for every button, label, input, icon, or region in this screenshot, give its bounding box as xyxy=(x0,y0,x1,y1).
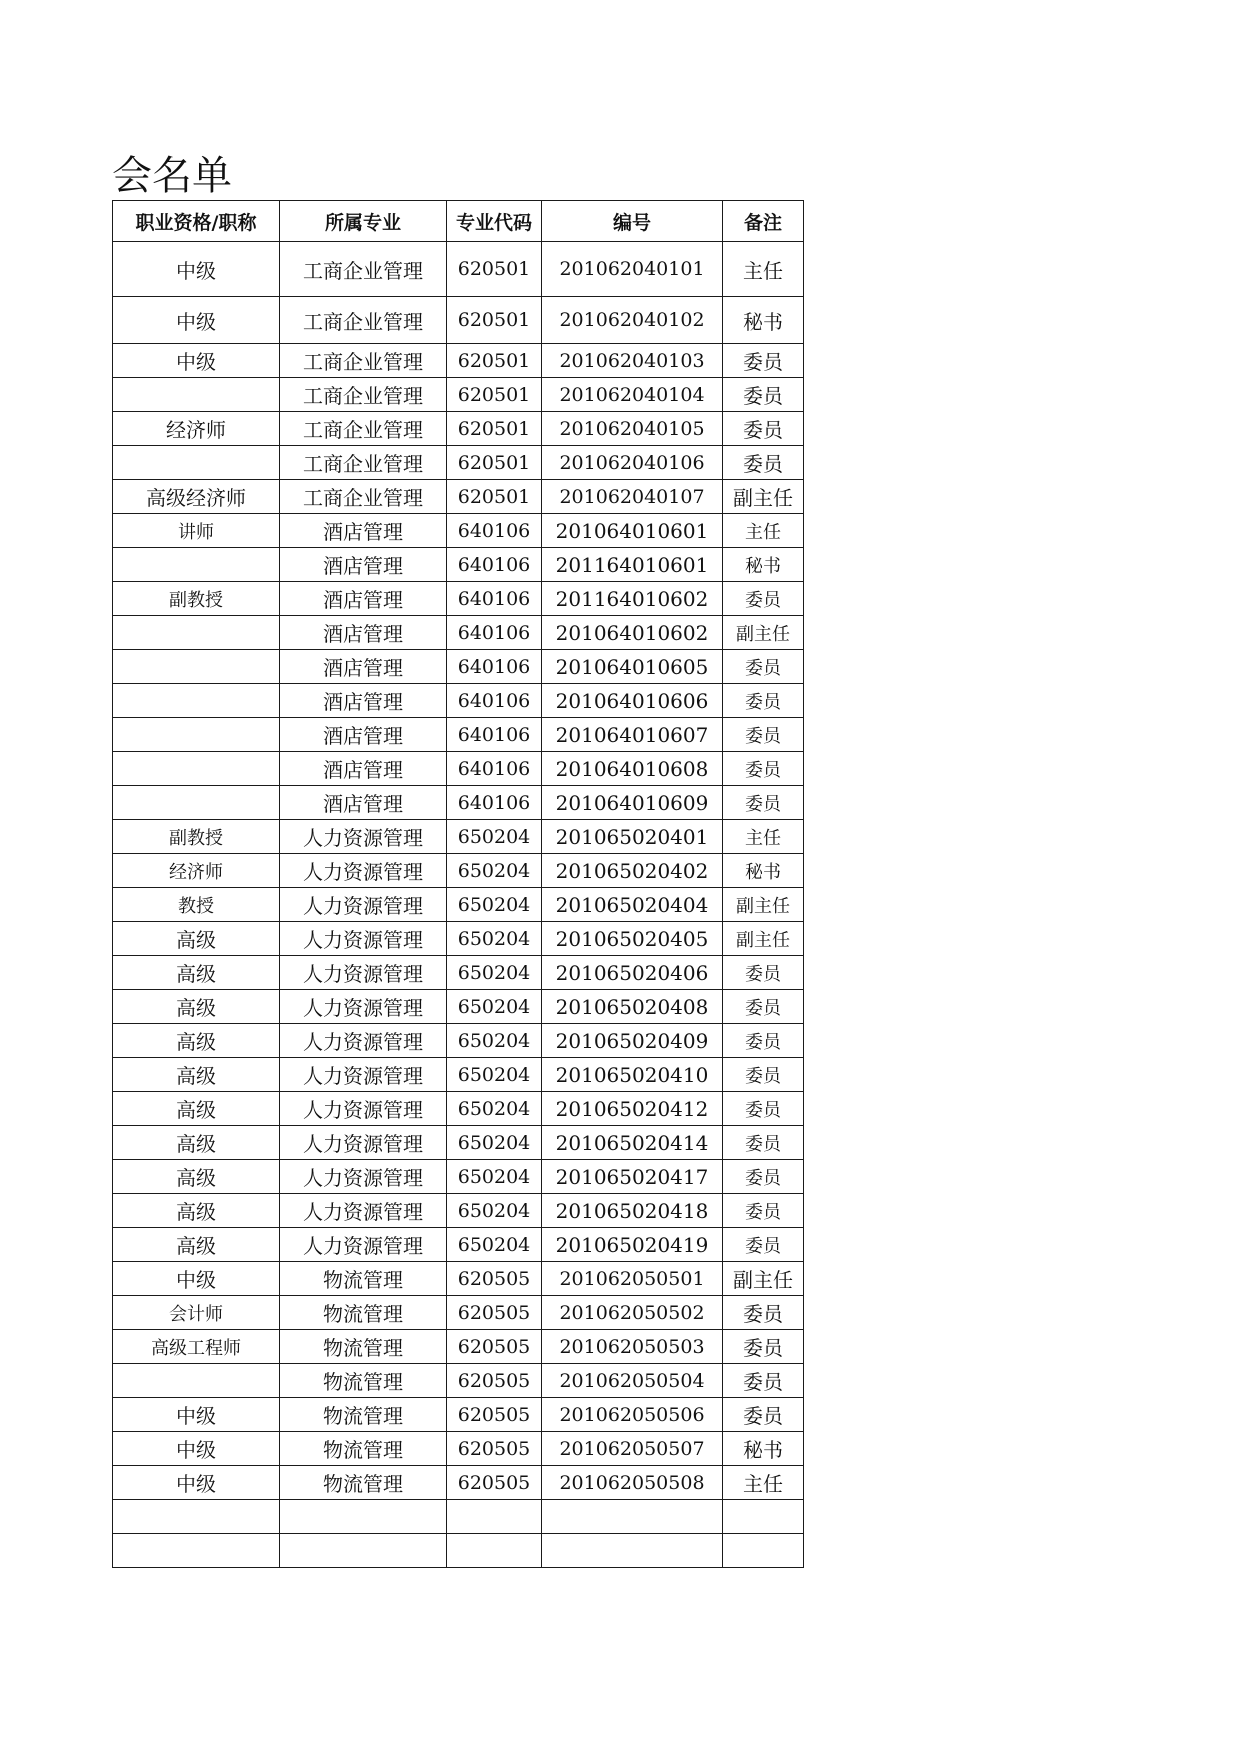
cell-qualification: 中级 xyxy=(113,1432,280,1466)
cell-id: 201062050503 xyxy=(542,1330,723,1364)
table-header-row xyxy=(113,201,804,242)
cell-qualification xyxy=(113,650,280,684)
cell-qualification xyxy=(113,548,280,582)
table-row xyxy=(113,480,804,514)
header-major: 所属专业 xyxy=(280,201,447,242)
cell-qualification xyxy=(113,1500,280,1534)
cell-major: 酒店管理 xyxy=(280,616,447,650)
cell-major-code: 620501 xyxy=(447,446,542,480)
cell-qualification: 高级 xyxy=(113,1228,280,1262)
cell-remark: 委员 xyxy=(723,684,804,718)
cell-major-code: 650204 xyxy=(447,1160,542,1194)
cell-remark: 委员 xyxy=(723,718,804,752)
cell-major-code: 650204 xyxy=(447,854,542,888)
cell-qualification: 高级 xyxy=(113,1160,280,1194)
cell-qualification: 中级 xyxy=(113,1398,280,1432)
cell-id: 201062040101 xyxy=(542,242,723,297)
cell-qualification: 高级 xyxy=(113,922,280,956)
table-row xyxy=(113,446,804,480)
cell-major: 人力资源管理 xyxy=(280,990,447,1024)
cell-id: 201065020409 xyxy=(542,1024,723,1058)
cell-id: 201164010602 xyxy=(542,582,723,616)
cell-major-code: 620501 xyxy=(447,242,542,297)
cell-major-code: 620505 xyxy=(447,1262,542,1296)
cell-remark: 委员 xyxy=(723,1330,804,1364)
cell-id: 201064010601 xyxy=(542,514,723,548)
cell-remark: 委员 xyxy=(723,752,804,786)
cell-major-code: 620505 xyxy=(447,1296,542,1330)
cell-qualification xyxy=(113,752,280,786)
cell-major-code xyxy=(447,1500,542,1534)
cell-major-code: 640106 xyxy=(447,582,542,616)
table-row xyxy=(113,922,804,956)
cell-major: 人力资源管理 xyxy=(280,1058,447,1092)
cell-major-code: 640106 xyxy=(447,684,542,718)
cell-major: 人力资源管理 xyxy=(280,1126,447,1160)
cell-major: 人力资源管理 xyxy=(280,1160,447,1194)
cell-major: 工商企业管理 xyxy=(280,344,447,378)
cell-remark: 主任 xyxy=(723,514,804,548)
cell-remark: 委员 xyxy=(723,412,804,446)
cell-remark: 委员 xyxy=(723,1228,804,1262)
cell-qualification: 会计师 xyxy=(113,1296,280,1330)
cell-qualification xyxy=(113,378,280,412)
cell-qualification: 经济师 xyxy=(113,412,280,446)
cell-id: 201065020410 xyxy=(542,1058,723,1092)
cell-id: 201062050502 xyxy=(542,1296,723,1330)
cell-qualification: 中级 xyxy=(113,297,280,344)
cell-major-code: 650204 xyxy=(447,1194,542,1228)
cell-major: 人力资源管理 xyxy=(280,820,447,854)
cell-remark: 秘书 xyxy=(723,854,804,888)
table-row xyxy=(113,752,804,786)
cell-major-code: 620501 xyxy=(447,344,542,378)
cell-qualification: 经济师 xyxy=(113,854,280,888)
cell-id: 201064010608 xyxy=(542,752,723,786)
cell-major-code: 640106 xyxy=(447,718,542,752)
cell-major: 工商企业管理 xyxy=(280,297,447,344)
cell-remark xyxy=(723,1534,804,1568)
cell-remark: 秘书 xyxy=(723,297,804,344)
cell-id: 201065020419 xyxy=(542,1228,723,1262)
cell-remark xyxy=(723,1500,804,1534)
cell-id xyxy=(542,1500,723,1534)
cell-qualification: 高级 xyxy=(113,1194,280,1228)
table-row xyxy=(113,1330,804,1364)
cell-id: 201064010607 xyxy=(542,718,723,752)
cell-id: 201065020408 xyxy=(542,990,723,1024)
cell-major: 物流管理 xyxy=(280,1398,447,1432)
header-id: 编号 xyxy=(542,201,723,242)
table-row xyxy=(113,1534,804,1568)
cell-major: 工商企业管理 xyxy=(280,480,447,514)
cell-id: 201062050508 xyxy=(542,1466,723,1500)
cell-qualification: 高级经济师 xyxy=(113,480,280,514)
cell-major-code: 620501 xyxy=(447,297,542,344)
cell-major-code xyxy=(447,1534,542,1568)
table-row xyxy=(113,1160,804,1194)
cell-id: 201065020405 xyxy=(542,922,723,956)
cell-major-code: 650204 xyxy=(447,888,542,922)
cell-major: 人力资源管理 xyxy=(280,888,447,922)
cell-remark: 委员 xyxy=(723,1364,804,1398)
table-row xyxy=(113,1432,804,1466)
header-major-code: 专业代码 xyxy=(447,201,542,242)
table-row xyxy=(113,1194,804,1228)
cell-major: 物流管理 xyxy=(280,1262,447,1296)
cell-qualification xyxy=(113,446,280,480)
table-row xyxy=(113,242,804,297)
cell-major: 物流管理 xyxy=(280,1432,447,1466)
cell-qualification xyxy=(113,1364,280,1398)
cell-remark: 委员 xyxy=(723,1296,804,1330)
cell-major xyxy=(280,1500,447,1534)
cell-major-code: 650204 xyxy=(447,922,542,956)
table-row xyxy=(113,1024,804,1058)
cell-qualification: 副教授 xyxy=(113,820,280,854)
member-table xyxy=(112,200,804,1568)
cell-id: 201065020401 xyxy=(542,820,723,854)
page-title: 会名单 xyxy=(112,153,232,199)
table-body xyxy=(113,242,804,1568)
cell-major-code: 650204 xyxy=(447,1092,542,1126)
cell-major: 工商企业管理 xyxy=(280,412,447,446)
cell-id: 201062040103 xyxy=(542,344,723,378)
cell-remark: 主任 xyxy=(723,820,804,854)
cell-remark: 委员 xyxy=(723,1398,804,1432)
table-row xyxy=(113,786,804,820)
table-row xyxy=(113,1092,804,1126)
cell-major: 酒店管理 xyxy=(280,650,447,684)
cell-remark: 委员 xyxy=(723,1024,804,1058)
cell-major-code: 650204 xyxy=(447,1058,542,1092)
cell-remark: 委员 xyxy=(723,378,804,412)
cell-qualification: 高级工程师 xyxy=(113,1330,280,1364)
table-row xyxy=(113,1466,804,1500)
cell-id: 201065020404 xyxy=(542,888,723,922)
cell-major xyxy=(280,1534,447,1568)
table-row xyxy=(113,1126,804,1160)
cell-major: 人力资源管理 xyxy=(280,1092,447,1126)
cell-major: 物流管理 xyxy=(280,1466,447,1500)
cell-id: 201062040106 xyxy=(542,446,723,480)
table-row xyxy=(113,548,804,582)
cell-id: 201064010606 xyxy=(542,684,723,718)
cell-major-code: 650204 xyxy=(447,820,542,854)
cell-id: 201064010602 xyxy=(542,616,723,650)
cell-major-code: 650204 xyxy=(447,990,542,1024)
cell-major: 酒店管理 xyxy=(280,684,447,718)
cell-major-code: 620501 xyxy=(447,412,542,446)
table-row xyxy=(113,1500,804,1534)
cell-remark: 主任 xyxy=(723,1466,804,1500)
cell-major: 工商企业管理 xyxy=(280,242,447,297)
cell-qualification: 中级 xyxy=(113,1262,280,1296)
cell-major-code: 650204 xyxy=(447,1228,542,1262)
table-row xyxy=(113,1058,804,1092)
table-row xyxy=(113,616,804,650)
cell-qualification: 高级 xyxy=(113,1092,280,1126)
cell-qualification: 讲师 xyxy=(113,514,280,548)
cell-major-code: 650204 xyxy=(447,1024,542,1058)
cell-major-code: 640106 xyxy=(447,786,542,820)
cell-remark: 副主任 xyxy=(723,888,804,922)
cell-qualification: 副教授 xyxy=(113,582,280,616)
cell-remark: 副主任 xyxy=(723,480,804,514)
cell-major-code: 640106 xyxy=(447,514,542,548)
cell-qualification xyxy=(113,786,280,820)
table-row xyxy=(113,854,804,888)
cell-remark: 副主任 xyxy=(723,1262,804,1296)
cell-major: 物流管理 xyxy=(280,1330,447,1364)
table-row xyxy=(113,990,804,1024)
cell-remark: 秘书 xyxy=(723,548,804,582)
cell-id: 201062050507 xyxy=(542,1432,723,1466)
cell-id: 201062040107 xyxy=(542,480,723,514)
cell-remark: 秘书 xyxy=(723,1432,804,1466)
cell-major: 酒店管理 xyxy=(280,752,447,786)
cell-qualification xyxy=(113,684,280,718)
cell-major: 酒店管理 xyxy=(280,718,447,752)
table-row xyxy=(113,956,804,990)
cell-remark: 副主任 xyxy=(723,616,804,650)
cell-id: 201064010609 xyxy=(542,786,723,820)
cell-remark: 副主任 xyxy=(723,922,804,956)
cell-major-code: 620505 xyxy=(447,1330,542,1364)
cell-qualification: 高级 xyxy=(113,1024,280,1058)
cell-major: 酒店管理 xyxy=(280,582,447,616)
cell-id: 201065020414 xyxy=(542,1126,723,1160)
cell-id: 201065020412 xyxy=(542,1092,723,1126)
cell-id: 201065020402 xyxy=(542,854,723,888)
table-row xyxy=(113,820,804,854)
cell-qualification: 中级 xyxy=(113,242,280,297)
cell-remark: 主任 xyxy=(723,242,804,297)
cell-qualification: 高级 xyxy=(113,1058,280,1092)
cell-id: 201065020417 xyxy=(542,1160,723,1194)
cell-major-code: 650204 xyxy=(447,1126,542,1160)
cell-major: 人力资源管理 xyxy=(280,1228,447,1262)
cell-major-code: 620505 xyxy=(447,1466,542,1500)
header-qualification: 职业资格/职称 xyxy=(113,201,280,242)
cell-major-code: 640106 xyxy=(447,752,542,786)
cell-remark: 委员 xyxy=(723,1092,804,1126)
cell-major: 酒店管理 xyxy=(280,548,447,582)
cell-qualification xyxy=(113,1534,280,1568)
table-row xyxy=(113,344,804,378)
table-row xyxy=(113,1228,804,1262)
table-row xyxy=(113,1262,804,1296)
table-row xyxy=(113,514,804,548)
table-row xyxy=(113,888,804,922)
table-row xyxy=(113,582,804,616)
cell-remark: 委员 xyxy=(723,650,804,684)
cell-major: 酒店管理 xyxy=(280,514,447,548)
table-row xyxy=(113,684,804,718)
cell-qualification: 中级 xyxy=(113,1466,280,1500)
cell-major: 人力资源管理 xyxy=(280,854,447,888)
cell-remark: 委员 xyxy=(723,1058,804,1092)
cell-id: 201062040102 xyxy=(542,297,723,344)
cell-qualification: 中级 xyxy=(113,344,280,378)
cell-major: 工商企业管理 xyxy=(280,378,447,412)
cell-id: 201062040104 xyxy=(542,378,723,412)
cell-qualification xyxy=(113,718,280,752)
cell-major: 人力资源管理 xyxy=(280,922,447,956)
header-remark: 备注 xyxy=(723,201,804,242)
cell-qualification: 教授 xyxy=(113,888,280,922)
cell-remark: 委员 xyxy=(723,344,804,378)
cell-remark: 委员 xyxy=(723,956,804,990)
cell-major: 人力资源管理 xyxy=(280,1194,447,1228)
cell-qualification: 高级 xyxy=(113,1126,280,1160)
cell-major: 物流管理 xyxy=(280,1296,447,1330)
cell-major-code: 620505 xyxy=(447,1432,542,1466)
cell-major-code: 620505 xyxy=(447,1364,542,1398)
cell-remark: 委员 xyxy=(723,446,804,480)
cell-major: 物流管理 xyxy=(280,1364,447,1398)
cell-major-code: 650204 xyxy=(447,956,542,990)
cell-remark: 委员 xyxy=(723,1126,804,1160)
cell-major-code: 640106 xyxy=(447,650,542,684)
cell-major-code: 620501 xyxy=(447,480,542,514)
cell-id: 201062040105 xyxy=(542,412,723,446)
cell-id: 201065020406 xyxy=(542,956,723,990)
cell-id: 201062050504 xyxy=(542,1364,723,1398)
cell-remark: 委员 xyxy=(723,786,804,820)
cell-major-code: 620501 xyxy=(447,378,542,412)
cell-remark: 委员 xyxy=(723,1160,804,1194)
cell-id xyxy=(542,1534,723,1568)
table-row xyxy=(113,718,804,752)
cell-major-code: 620505 xyxy=(447,1398,542,1432)
cell-major: 酒店管理 xyxy=(280,786,447,820)
cell-major-code: 640106 xyxy=(447,616,542,650)
cell-major: 人力资源管理 xyxy=(280,956,447,990)
cell-qualification: 高级 xyxy=(113,956,280,990)
table-row xyxy=(113,412,804,446)
cell-id: 201062050506 xyxy=(542,1398,723,1432)
cell-id: 201064010605 xyxy=(542,650,723,684)
cell-major-code: 640106 xyxy=(447,548,542,582)
cell-id: 201065020418 xyxy=(542,1194,723,1228)
cell-remark: 委员 xyxy=(723,1194,804,1228)
table-row xyxy=(113,378,804,412)
table-row xyxy=(113,297,804,344)
cell-qualification xyxy=(113,616,280,650)
table-row xyxy=(113,650,804,684)
cell-id: 201164010601 xyxy=(542,548,723,582)
cell-remark: 委员 xyxy=(723,582,804,616)
cell-qualification: 高级 xyxy=(113,990,280,1024)
cell-major: 人力资源管理 xyxy=(280,1024,447,1058)
table-row xyxy=(113,1398,804,1432)
cell-id: 201062050501 xyxy=(542,1262,723,1296)
cell-remark: 委员 xyxy=(723,990,804,1024)
table-row xyxy=(113,1296,804,1330)
table-row xyxy=(113,1364,804,1398)
cell-major: 工商企业管理 xyxy=(280,446,447,480)
